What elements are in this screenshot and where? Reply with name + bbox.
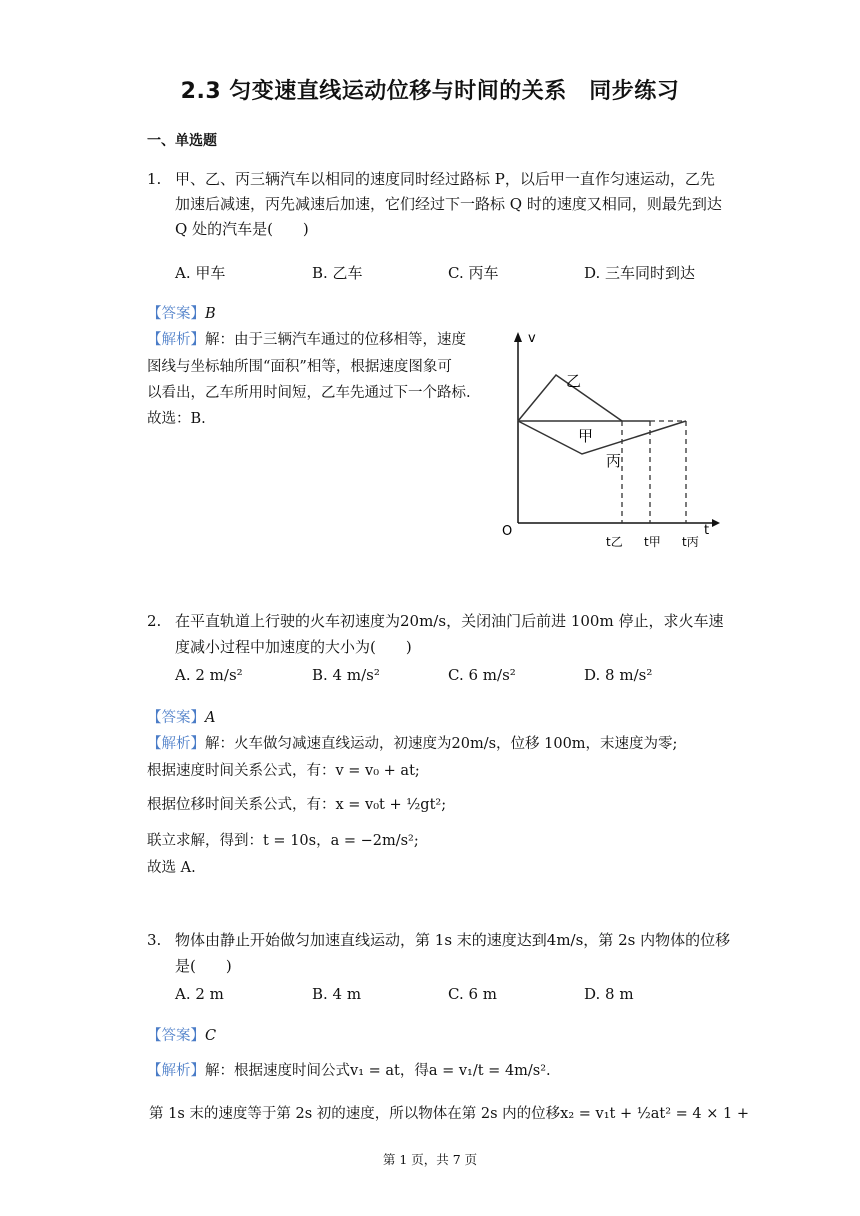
tick-t-yi: t乙 [606, 535, 623, 549]
analysis-text: 解：由于三辆汽车通过的位移相等，速度 [205, 332, 466, 348]
answer-tag: 【答案】 [147, 710, 205, 726]
question-text-line: 加速后减速，丙先减速后加速，它们经过下一路标 Q 时的速度又相同，则最先到达 [175, 195, 722, 213]
label-jia: 甲 [578, 427, 594, 445]
answer-tag: 【答案】 [147, 1028, 205, 1044]
page-title: 2.3 匀变速直线运动位移与时间的关系 同步练习 [180, 79, 680, 104]
analysis-text: 解：根据速度时间公式v₁ = at，得a = v₁/t = 4m/s². [205, 1063, 551, 1079]
option-d: D. 8 m [584, 985, 634, 1003]
option-a: A. 2 m/s² [175, 666, 243, 684]
option-d: D. 三车同时到达 [584, 264, 696, 282]
option-b: B. 4 m [312, 985, 362, 1003]
page-footer: 第 1 页，共 7 页 [382, 1152, 478, 1167]
question-text-line: 度减小过程中加速度的大小为( ) [175, 638, 412, 656]
answer-line [147, 706, 215, 727]
analysis-line [147, 328, 466, 349]
t-label: t [704, 523, 710, 538]
option-b: B. 4 m/s² [312, 666, 380, 684]
option-c: C. 丙车 [448, 264, 499, 282]
analysis-line: 第 1s 末的速度等于第 2s 初的速度，所以物体在第 2s 内的位移x₂ = v₁t + ½at² = 4 × 1 + [149, 1106, 749, 1122]
question-number: 1. [147, 170, 162, 188]
velocity-time-graph [490, 320, 730, 555]
analysis-line: 故选 A. [147, 860, 196, 876]
origin-label: O [502, 524, 513, 539]
question-text-line: 在平直轨道上行驶的火车初速度为20m/s，关闭油门后前进 100m 停止，求火车速 [175, 612, 724, 630]
t-axis-arrow [712, 519, 720, 527]
label-yi: 乙 [566, 372, 582, 390]
option-d: D. 8 m/s² [584, 666, 653, 684]
line-bing [518, 421, 686, 454]
question-text-line: 是( ) [175, 957, 232, 975]
option-c: C. 6 m [448, 985, 498, 1003]
analysis-tag: 【解析】 [147, 1063, 205, 1079]
question-text-line: 甲、乙、丙三辆汽车以相同的速度同时经过路标 P，以后甲一直作匀速运动，乙先 [175, 170, 715, 188]
option-b: B. 乙车 [312, 264, 363, 282]
option-a: A. 甲车 [175, 264, 226, 282]
analysis-line: 图线与坐标轴所围“面积”相等，根据速度图象可 [147, 359, 452, 375]
answer-value: B [205, 306, 216, 322]
tick-t-jia: t甲 [644, 535, 661, 549]
tick-t-bing: t丙 [682, 535, 699, 549]
analysis-line [147, 1059, 551, 1080]
analysis-line: 联立求解，得到：t = 10s，a = −2m/s²; [147, 833, 419, 849]
answer-line [147, 302, 216, 323]
answer-value: C [205, 1028, 217, 1044]
label-bing: 丙 [606, 452, 622, 470]
answer-tag: 【答案】 [147, 306, 205, 322]
v-label: v [528, 331, 536, 346]
analysis-line: 故选：B. [147, 411, 206, 427]
analysis-text: 解：火车做匀减速直线运动，初速度为20m/s，位移 100m，末速度为零; [205, 736, 678, 752]
analysis-tag: 【解析】 [147, 736, 205, 752]
analysis-line: 根据速度时间关系公式，有：v = v₀ + at; [147, 763, 420, 779]
question-text-line: Q 处的汽车是( ) [175, 220, 309, 238]
question-text-line: 物体由静止开始做匀加速直线运动，第 1s 末的速度达到4m/s，第 2s 内物体的位移 [175, 931, 731, 949]
answer-line [147, 1024, 216, 1045]
analysis-line [147, 732, 677, 753]
question-number: 2. [147, 612, 162, 630]
analysis-tag: 【解析】 [147, 332, 205, 348]
analysis-line: 以看出，乙车所用时间短，乙车先通过下一个路标. [147, 385, 471, 401]
section-heading: 一、单选题 [147, 133, 217, 149]
v-axis-arrow [514, 332, 522, 342]
question-number: 3. [147, 931, 162, 949]
analysis-line: 根据位移时间关系公式，有：x = v₀t + ½gt²; [147, 797, 447, 813]
option-a: A. 2 m [175, 985, 224, 1003]
option-c: C. 6 m/s² [448, 666, 516, 684]
answer-value: A [205, 710, 216, 726]
